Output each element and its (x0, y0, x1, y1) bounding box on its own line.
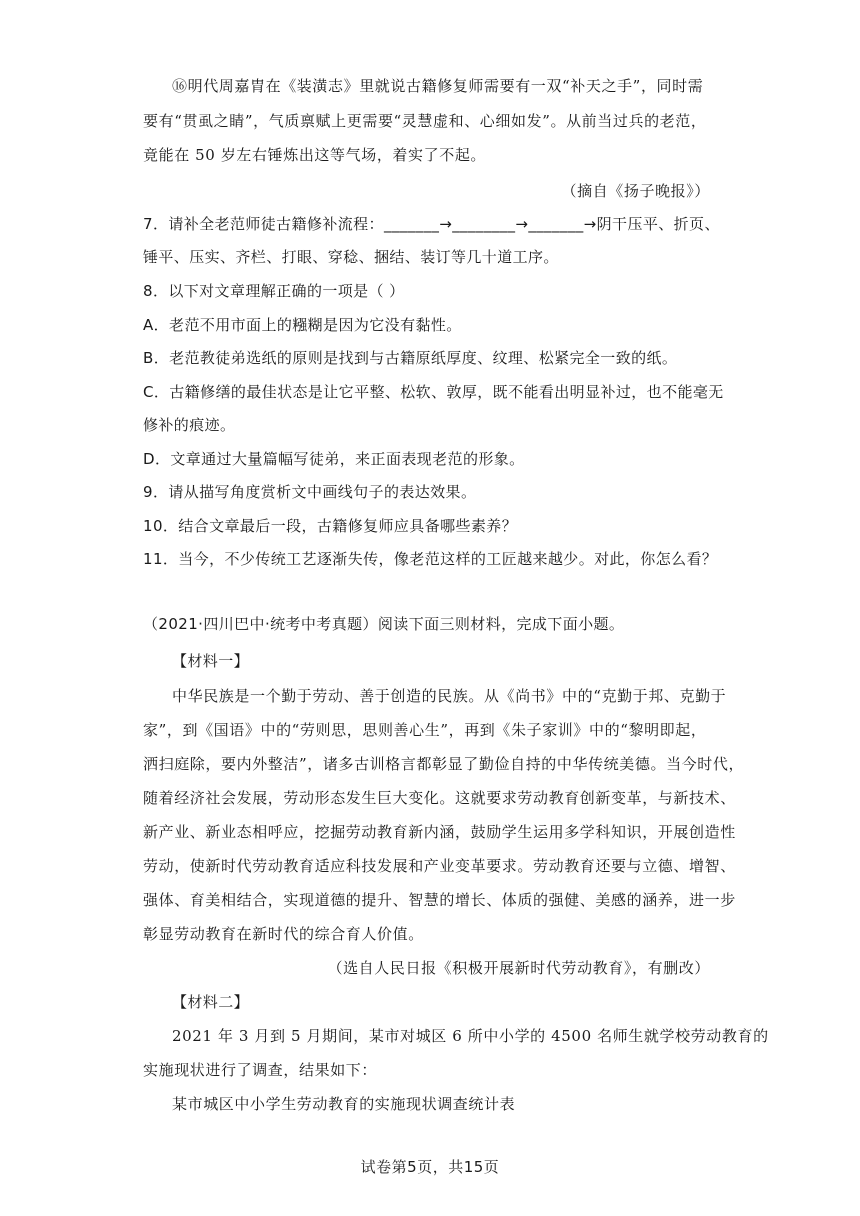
question-8-option-c-line-2: 修补的痕迹。 (143, 416, 236, 434)
question-9: 9．请从描写角度赏析文中画线句子的表达效果。 (143, 483, 477, 501)
material-1-line-2: 家”，到《国语》中的“劳则思，思则善心生”，再到《朱子家训》中的“黎明即起， (143, 721, 707, 739)
material-1-line-3: 洒扫庭除，要内外整洁”，诸多古训格言都彰显了勤俭自持的中华传统美德。当今时代， (143, 755, 745, 773)
passage-paragraph-16-line-1: ⑯明代周嘉胄在《装潢志》里就说古籍修复师需要有一双“补天之手”，同时需 (172, 77, 704, 95)
passage-paragraph-16-line-3: 竟能在 50 岁左右锤炼出这等气场，着实了不起。 (143, 146, 487, 164)
material-2-line-2: 实施现状进行了调查，结果如下： (143, 1061, 378, 1079)
material-1-line-7: 强体、育美相结合，实现道德的提升、智慧的增长、体质的强健、美感的涵养，进一步 (143, 891, 736, 909)
question-11: 11．当今，不少传统工艺逐渐失传，像老范这样的工匠越来越少。对此，你怎么看？ (143, 550, 718, 568)
material-2-line-1: 2021 年 3 月到 5 月期间，某市对城区 6 所中小学的 4500 名师生就学校劳动教育的 (172, 1027, 769, 1045)
material-1-title: 【材料一】 (172, 652, 250, 670)
question-10: 10．结合文章最后一段，古籍修复师应具备哪些素养？ (143, 517, 518, 535)
question-8: 8．以下对文章理解正确的一项是（ ） (143, 282, 405, 300)
question-8-option-d: D．文章通过大量篇幅写徒弟，来正面表现老范的形象。 (143, 450, 525, 468)
passage-paragraph-16-line-2: 要有“贯虱之睛”，气质禀赋上更需要“灵慧虚和、心细如发”。从前当过兵的老范， (143, 112, 707, 130)
material-1-line-4: 随着经济社会发展，劳动形态发生巨大变化。这就要求劳动教育创新变革，与新技术、 (143, 789, 736, 807)
question-8-option-b: B．老范教徒弟选纸的原则是找到与古籍原纸厚度、纹理、松紧完全一致的纸。 (143, 349, 678, 367)
material-1-line-1: 中华民族是一个勤于劳动、善于创造的民族。从《尚书》中的“克勤于邦、克勤于 (172, 687, 727, 705)
material-2-title: 【材料二】 (172, 993, 250, 1011)
table-caption: 某市城区中小学生劳动教育的实施现状调查统计表 (172, 1095, 516, 1113)
material-1-line-6: 劳动，使新时代劳动教育适应科技发展和产业变革要求。劳动教育还要与立德、增智、 (143, 857, 736, 875)
question-8-option-a: A．老范不用市面上的糨糊是因为它没有黏性。 (143, 316, 462, 334)
question-7-line-2: 锤平、压实、齐栏、打眼、穿稔、捆结、装订等几十道工序。 (143, 248, 559, 266)
passage-source: （摘自《扬子晚报》） (561, 182, 710, 200)
question-8-option-c-line-1: C．古籍修缮的最佳状态是让它平整、松软、敦厚，既不能看出明显补过，也不能毫无 (143, 383, 724, 401)
material-1-source: （选自人民日报《积极开展新时代劳动教育》，有删改） (327, 959, 710, 977)
material-1-line-5: 新产业、新业态相呼应，挖掘劳动教育新内涵，鼓励学生运用多学科知识，开展创造性 (143, 823, 736, 841)
page-footer: 试卷第5页，共15页 (360, 1158, 500, 1176)
question-7-line-1: 7．请补全老范师徒古籍修补流程：_______→________→_______→阴干压平、折页、 (143, 215, 720, 233)
section-intro: （2021·四川巴中·统考中考真题）阅读下面三则材料，完成下面小题。 (143, 615, 625, 633)
material-1-line-8: 彰显劳动教育在新时代的综合育人价值。 (143, 925, 424, 943)
